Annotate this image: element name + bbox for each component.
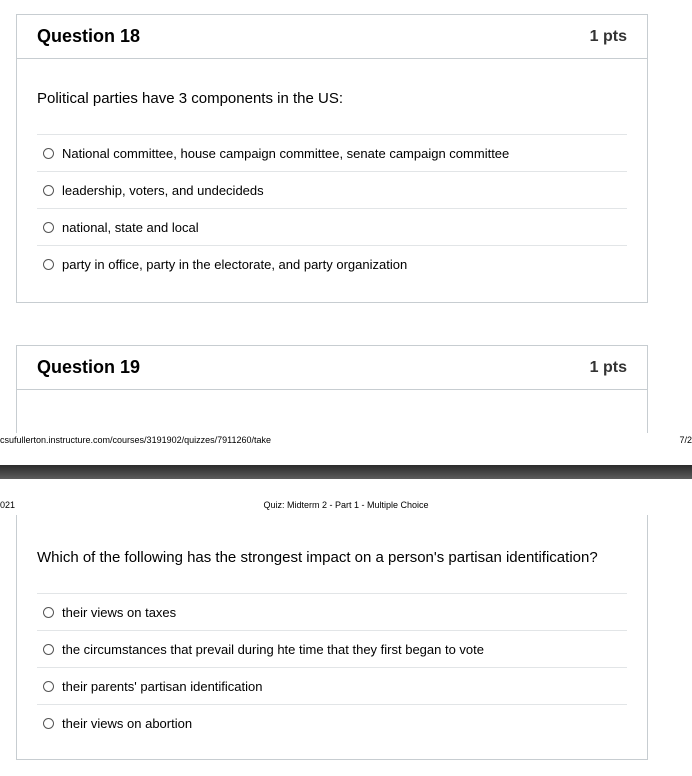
answer-option[interactable]	[37, 134, 627, 171]
radio-button[interactable]	[43, 607, 54, 618]
question-19-card	[16, 345, 648, 433]
radio-button[interactable]	[43, 148, 54, 159]
question-text: Political parties have 3 components in the US:	[37, 90, 343, 107]
header-title: Quiz: Midterm 2 - Part 1 - Multiple Choice	[263, 500, 429, 510]
answer-option[interactable]	[37, 208, 627, 245]
answer-list	[37, 134, 627, 282]
answer-option[interactable]	[37, 667, 627, 704]
radio-button[interactable]	[43, 259, 54, 270]
answer-label[interactable]: their views on abortion	[62, 715, 193, 731]
answer-label[interactable]: the circumstances that prevail during hte time that they first began to vote	[62, 641, 484, 657]
question-header	[17, 15, 647, 59]
radio-button[interactable]	[43, 222, 54, 233]
answer-label[interactable]: party in office, party in the electorate, and party organization	[62, 256, 408, 272]
question-19-body	[16, 515, 648, 760]
question-header	[17, 346, 647, 390]
header-date: 021	[0, 500, 16, 510]
answer-label[interactable]: national, state and local	[62, 219, 199, 235]
question-title: Question 19	[37, 357, 141, 377]
answer-option[interactable]	[37, 171, 627, 208]
answer-option[interactable]	[37, 630, 627, 667]
answer-label[interactable]: their parents' partisan identification	[62, 678, 263, 694]
footer-url: csufullerton.instructure.com/courses/3191902/quizzes/7911260/take	[0, 435, 271, 445]
question-points: 1 pts	[589, 358, 627, 376]
print-header	[0, 497, 692, 513]
print-footer	[0, 431, 692, 449]
question-18-card	[16, 14, 648, 303]
answer-list	[37, 593, 627, 741]
answer-label[interactable]: leadership, voters, and undecideds	[62, 182, 264, 198]
answer-option[interactable]	[37, 245, 627, 282]
question-points: 1 pts	[589, 27, 627, 45]
page-break	[0, 465, 692, 479]
answer-label[interactable]: their views on taxes	[62, 604, 177, 620]
radio-button[interactable]	[43, 718, 54, 729]
answer-option[interactable]	[37, 593, 627, 630]
answer-label[interactable]: National committee, house campaign committee, senate campaign committee	[62, 145, 510, 161]
question-text: Which of the following has the strongest impact on a person's partisan identification?	[37, 549, 598, 566]
radio-button[interactable]	[43, 681, 54, 692]
question-title: Question 18	[37, 26, 141, 46]
radio-button[interactable]	[43, 185, 54, 196]
footer-page-number: 7/2	[679, 435, 692, 445]
answer-option[interactable]	[37, 704, 627, 741]
radio-button[interactable]	[43, 644, 54, 655]
